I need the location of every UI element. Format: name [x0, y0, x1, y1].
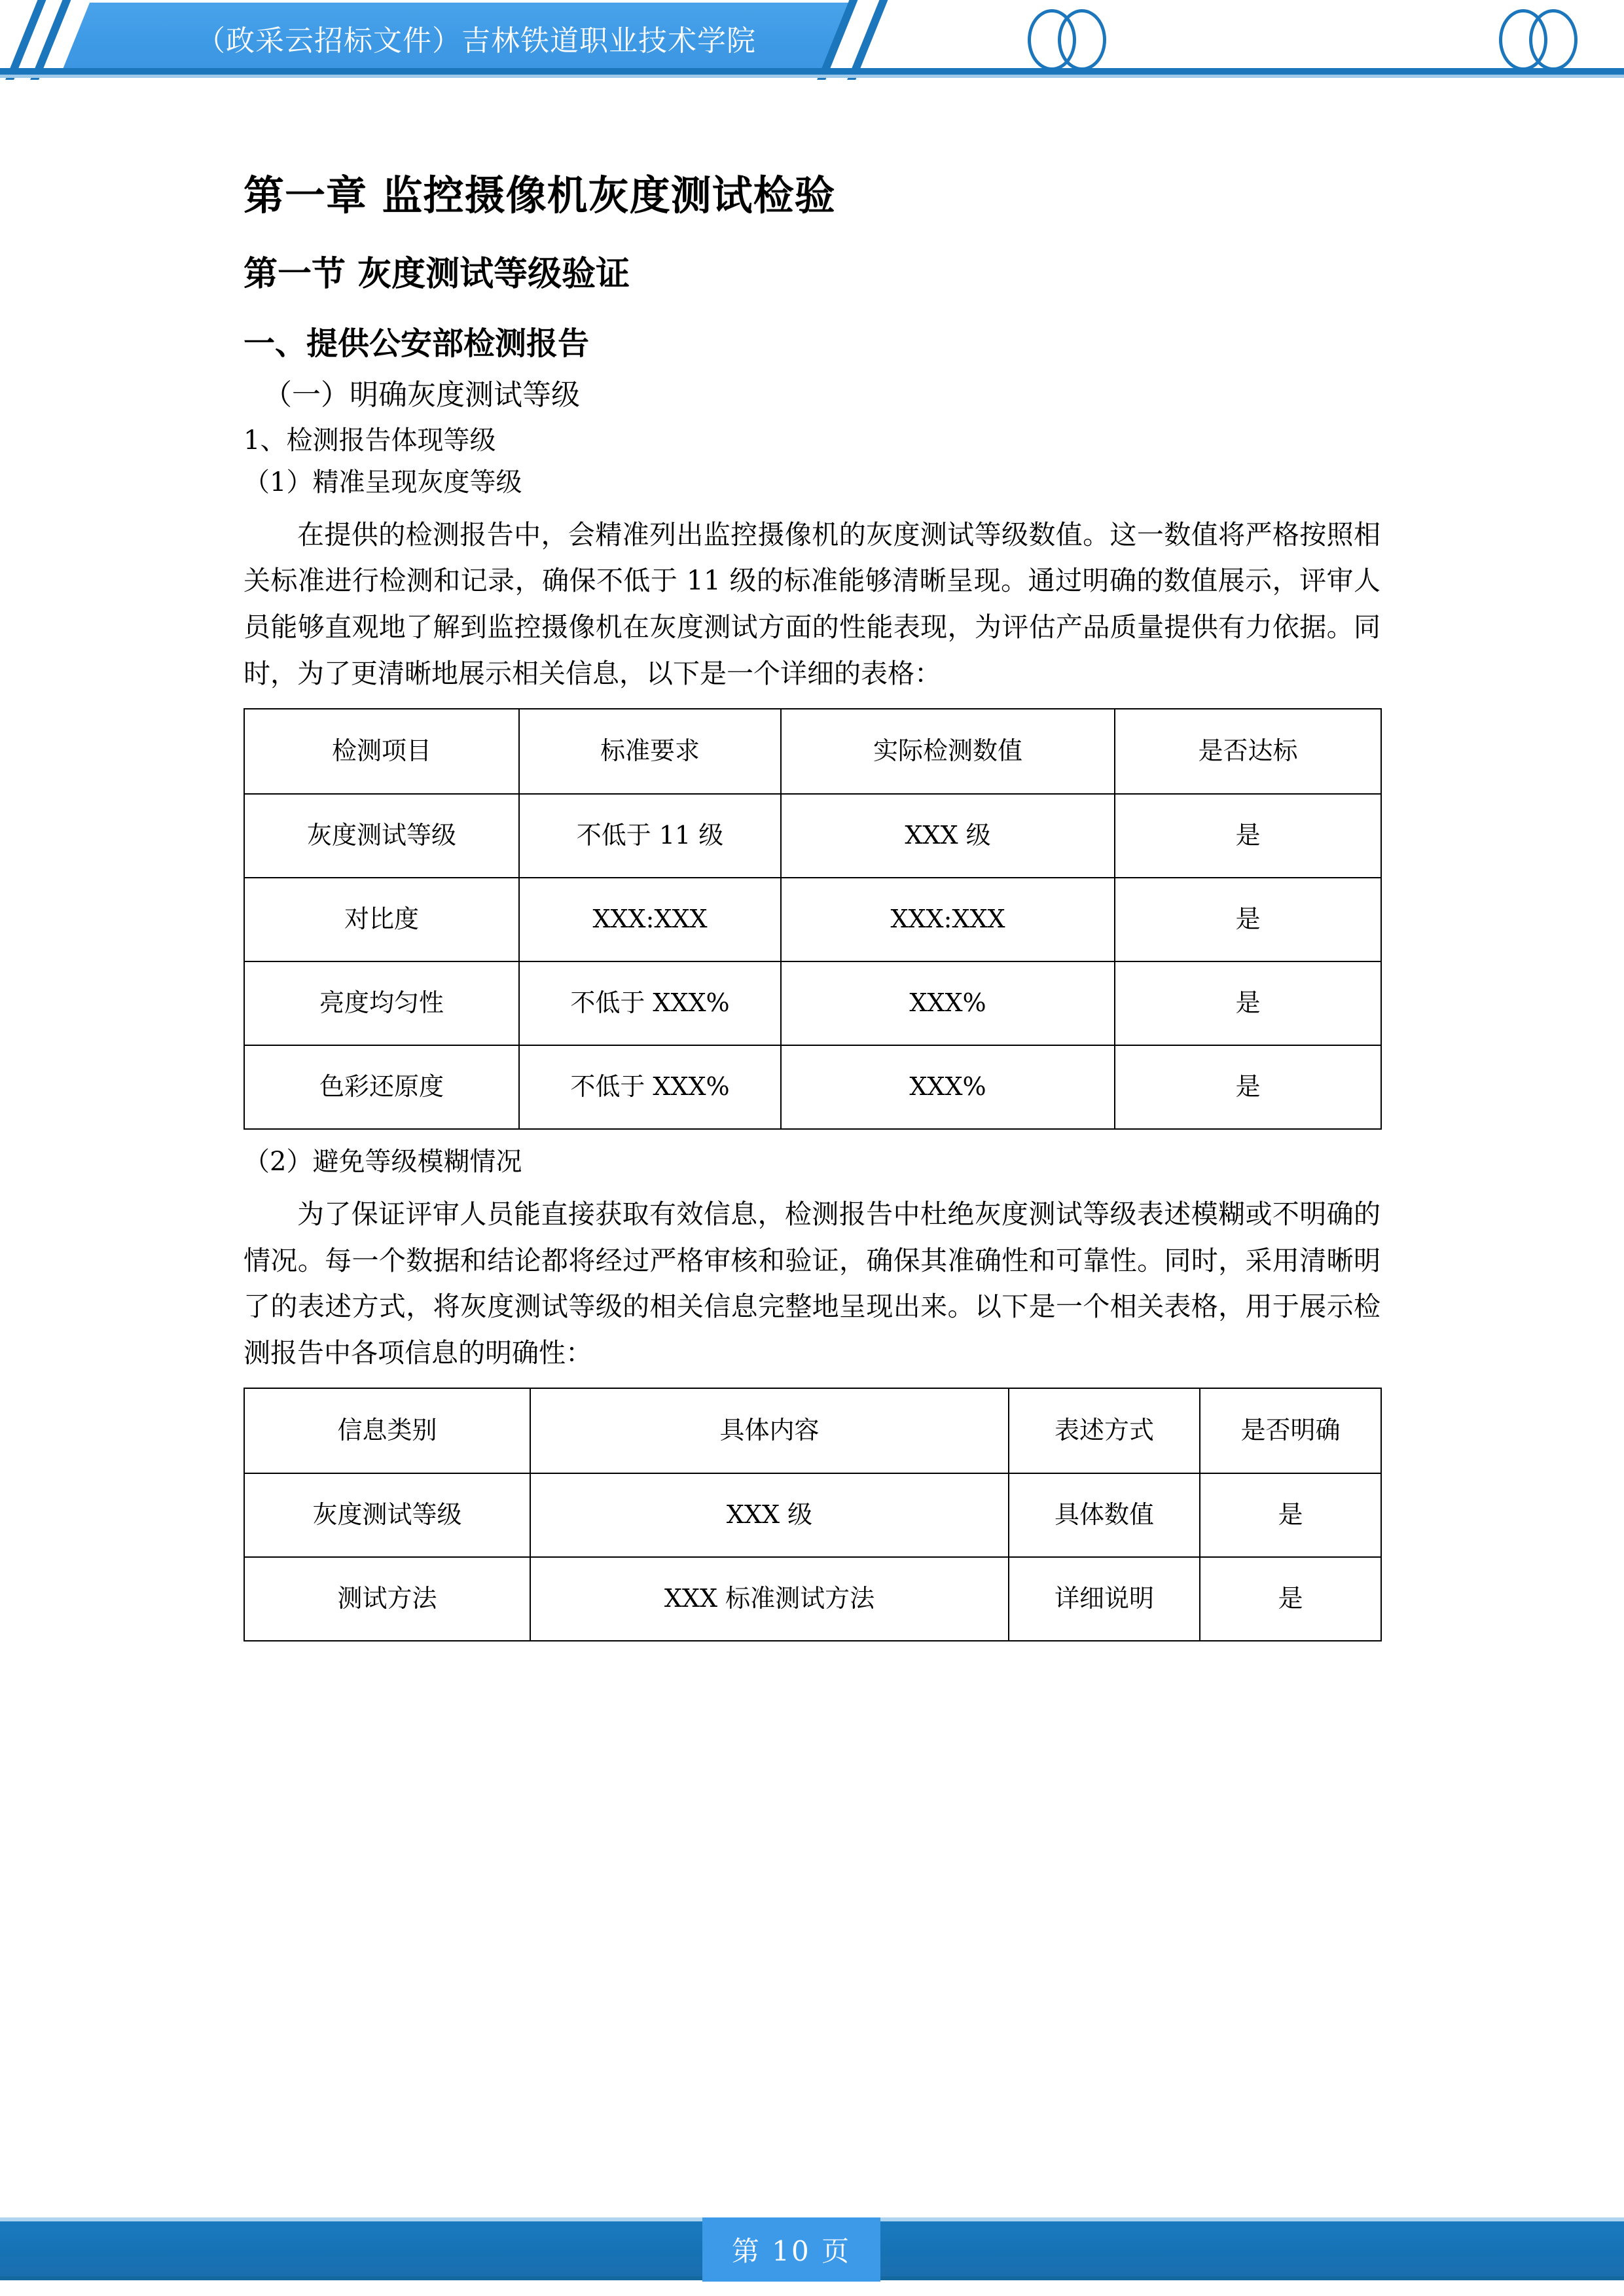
paren-item-1: （1）精准呈现灰度等级 [244, 467, 522, 497]
table-cell: XXX 级 [530, 1473, 1009, 1557]
table-cell: 是 [1115, 1045, 1381, 1129]
table-cell: 亮度均匀性 [244, 961, 519, 1045]
table-cell: 是 [1115, 794, 1381, 878]
table-cell: 是 [1200, 1473, 1381, 1557]
page-body [0, 80, 1624, 2200]
table-cell: XXX% [781, 961, 1115, 1045]
table-cell: 测试方法 [244, 1557, 530, 1641]
double-ring-icon-secondary [1499, 9, 1597, 71]
table-cell: 具体数值 [1009, 1473, 1200, 1557]
detection-items-table [244, 708, 1382, 1130]
sub-heading: （一）明确灰度测试等级 [263, 378, 580, 412]
page-number-box [702, 2217, 880, 2282]
table-cell: 是 [1115, 961, 1381, 1045]
ring-right-icon [1529, 9, 1578, 71]
table-cell: XXX 标准测试方法 [530, 1557, 1009, 1641]
numbered-item: 1、检测报告体现等级 [244, 425, 496, 456]
double-ring-icon [1028, 9, 1126, 71]
table-header-cell: 检测项目 [244, 709, 519, 794]
table-cell: 不低于 XXX% [519, 1045, 781, 1129]
table-cell: 是 [1200, 1557, 1381, 1641]
table-header-cell: 信息类别 [244, 1388, 530, 1473]
page-number-label: 第 10 页 [731, 2235, 852, 2267]
table-row [244, 961, 1381, 1045]
item-heading: 一、提供公安部检测报告 [244, 325, 590, 362]
table-cell: 详细说明 [1009, 1557, 1200, 1641]
table-header-cell: 是否明确 [1200, 1388, 1381, 1473]
table-cell: 不低于 XXX% [519, 961, 781, 1045]
table-header-cell: 实际检测数值 [781, 709, 1115, 794]
table-header-cell: 表述方式 [1009, 1388, 1200, 1473]
table-cell: 不低于 11 级 [519, 794, 781, 878]
table-cell: XXX% [781, 1045, 1115, 1129]
table-cell: 色彩还原度 [244, 1045, 519, 1129]
chapter-heading: 第一章 监控摄像机灰度测试检验 [244, 171, 836, 219]
table-header-cell: 是否达标 [1115, 709, 1381, 794]
document-content [244, 171, 1380, 1656]
header-rule [0, 68, 1624, 75]
table-row [244, 1473, 1381, 1557]
page-header [0, 0, 1624, 80]
paragraph-2: 为了保证评审人员能直接获取有效信息，检测报告中杜绝灰度测试等级表述模糊或不明确的情况。每一个数据和结论都将经过严格审核和验证，确保其准确性和可靠性。同时，采用清晰明了的表述方式，将灰度测试等级的相关信息完整地呈现出来。以下是一个相关表格，用于展示检测报告中各项信息的明确性： [244, 1198, 1380, 1369]
table-cell: 灰度测试等级 [244, 794, 519, 878]
table-cell: 是 [1115, 878, 1381, 961]
table-row [244, 878, 1381, 961]
table-row [244, 1045, 1381, 1129]
header-title: （政采云招标文件）吉林铁道职业技术学院 [196, 24, 756, 58]
information-clarity-table [244, 1388, 1382, 1641]
table-row [244, 1557, 1381, 1641]
table-header-cell: 具体内容 [530, 1388, 1009, 1473]
header-rule-light [0, 75, 1624, 78]
table-cell: XXX:XXX [519, 878, 781, 961]
paragraph-1: 在提供的检测报告中，会精准列出监控摄像机的灰度测试等级数值。这一数值将严格按照相关标准进行检测和记录，确保不低于 11 级的标准能够清晰呈现。通过明确的数值展示，评审人员能够直观地了解到监控摄像机在灰度测试方面的性能表现，为评估产品质量提供有力依据。同时，为了更清晰地展示相关信息，以下是一个详细的表格： [244, 518, 1380, 689]
table-row [244, 794, 1381, 878]
table-cell: 对比度 [244, 878, 519, 961]
section-heading: 第一节 灰度测试等级验证 [244, 255, 630, 295]
table-header-cell: 标准要求 [519, 709, 781, 794]
page-footer [0, 2217, 1624, 2296]
paren-item-2: （2）避免等级模糊情况 [244, 1147, 522, 1177]
table-header-row [244, 1388, 1381, 1473]
table-cell: 灰度测试等级 [244, 1473, 530, 1557]
table-header-row [244, 709, 1381, 794]
ring-right-icon [1058, 9, 1106, 71]
table-cell: XXX 级 [781, 794, 1115, 878]
table-cell: XXX:XXX [781, 878, 1115, 961]
